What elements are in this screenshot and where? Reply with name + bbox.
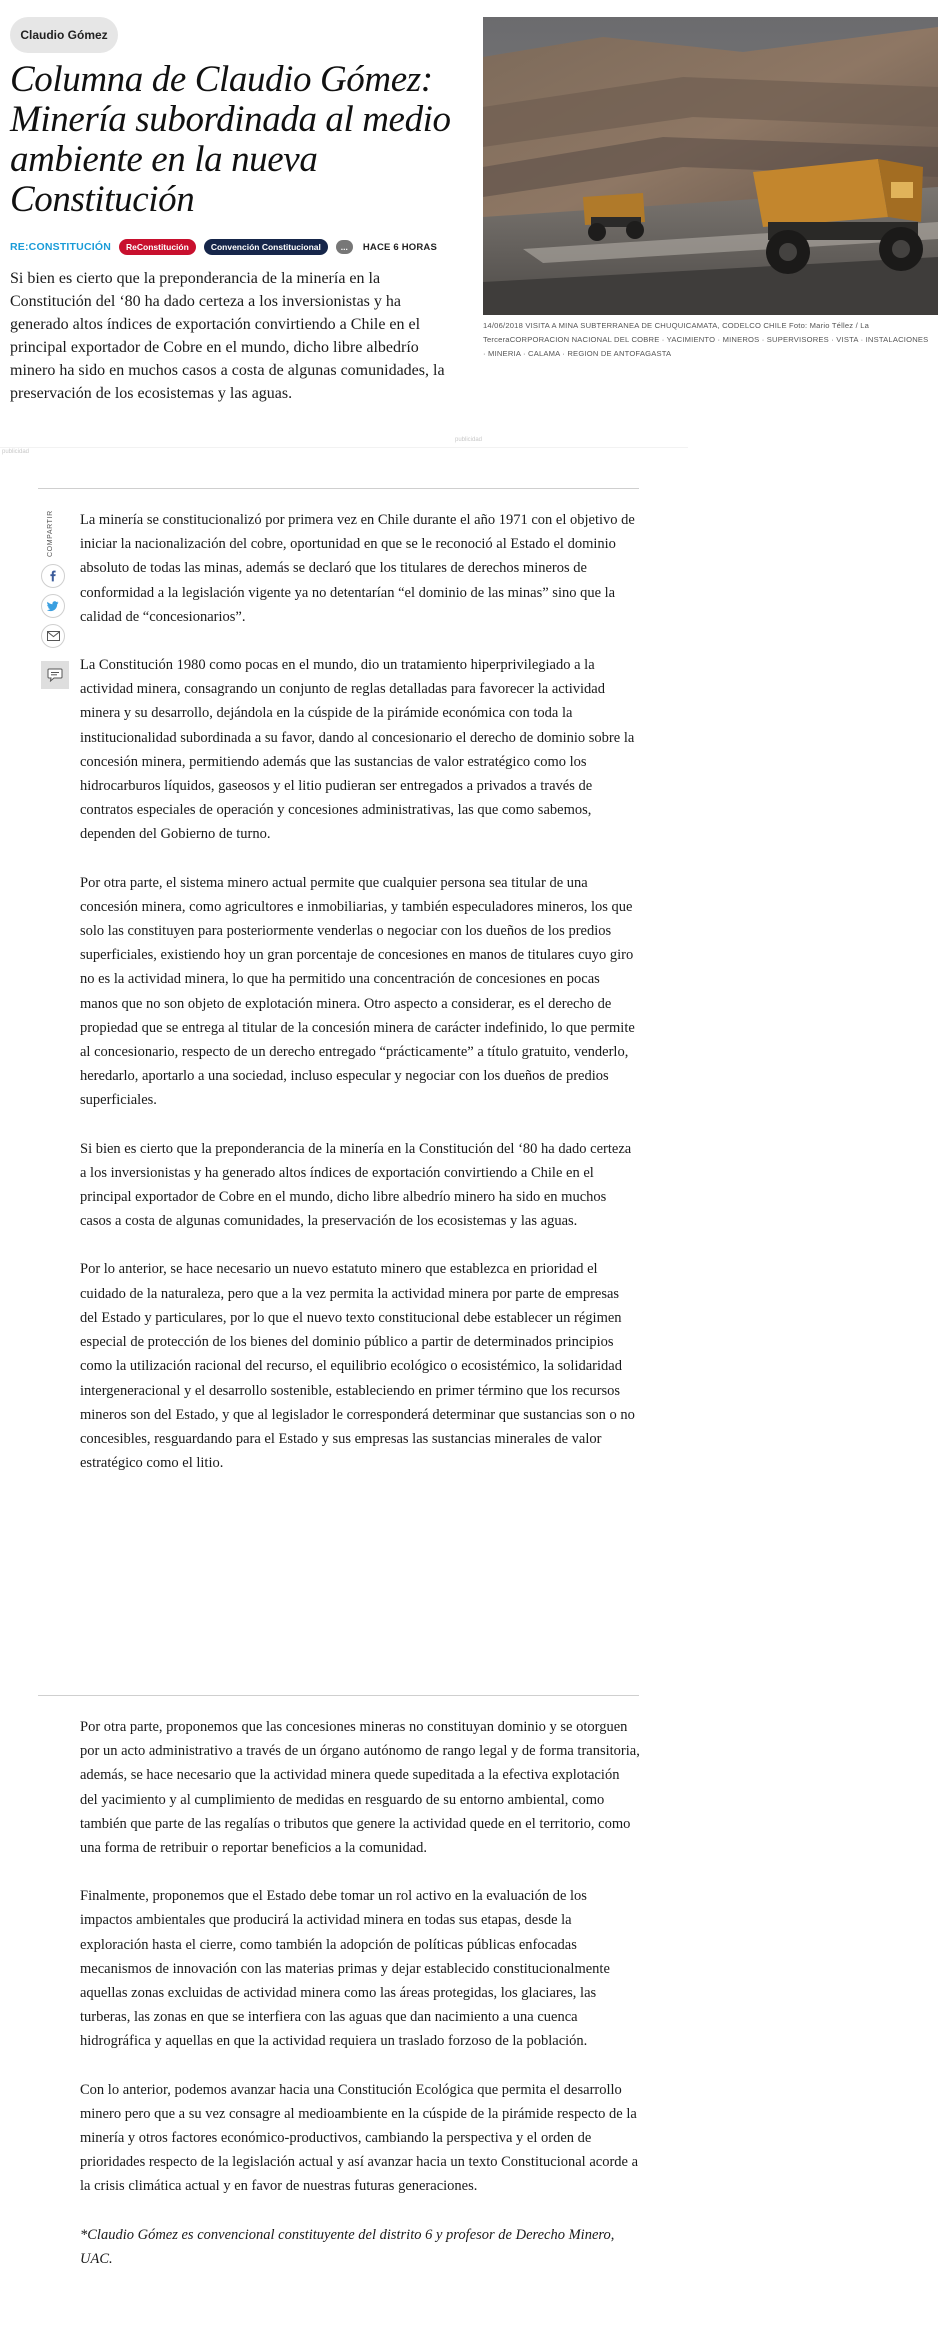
photo-caption: 14/06/2018 VISITA A MINA SUBTERRANEA DE CHUQUICAMATA, CODELCO CHILE Foto: Mario Téllez / La TerceraCORPORACION NACIONAL DEL COBRE · YACIMIENTO · MINEROS · SUPERVISORES · VISTA · INSTALACIONES · MINERIA · CALAMA · REGION DE ANTOFAGASTA	[483, 321, 929, 358]
comment-icon	[47, 668, 63, 682]
article-lead: Si bien es cierto que la preponderancia de la minería en la Constitución del ‘80 ha dado certeza a los inversionistas y ha generado altos índices de exportación convirtiendo a Chile en el principal exportador de Cobre en el mundo, dicho libre albedrío minero ha sido en muchos casos a costa de algunas comunidades, la preservación de los ecosistemas y las aguas.	[10, 270, 445, 402]
body-paragraph: La minería se constitucionalizó por primera vez en Chile durante el año 1971 con el objetivo de iniciar la nacionalización del cobre, oportunidad en que se le reconoció al Estado el dominio absoluto de todas las minas, además se declaró que los titulares de derechos mineros de conformidad a la legislación vigente ya no detentarían “el dominio de las minas” sino que la calidad de “concesionarios”.	[80, 512, 635, 625]
facebook-share-button[interactable]	[41, 564, 65, 588]
body-paragraph: Por lo anterior, se hace necesario un nuevo estatuto minero que establezca en prioridad el cuidado de la naturaleza, pero que a la vez permita la actividad minera por parte de empresas del Estado y particulares, por lo que el nuevo texto constitucional debe establecer un régimen especial de protección de los bienes del dominio público a partir de determinados principios como la utilización racional del recurso, el equilibrio ecológico o ecosistémico, la solidaridad intergeneracional y el desarrollo sostenible, estableciendo en primer término que los recursos mineros son del Estado, y que al legislador le corresponderá determinar que sustancias son o no concesibles, resguardando para el Estado y sus empresas las sustancias minerales de valor estratégico como el litio.	[80, 1261, 635, 1472]
author-signature: *Claudio Gómez es convencional constituyente del distrito 6 y profesor de Derecho Minero, UAC.	[80, 2226, 615, 2267]
tag-convencion-constitucional[interactable]: Convención Constitucional	[204, 239, 328, 255]
article-meta	[10, 238, 470, 256]
twitter-icon	[47, 600, 59, 612]
body-paragraph: Con lo anterior, podemos avanzar hacia una Constitución Ecológica que permita el desarrollo minero pero que a su vez consagre al medioambiente en la cúspide de la pirámide respecto de la minería y otros factores económico-productivos, cambiando la perspectiva y el orden de prioridades respecto de la legislación actual y así avanzar hacia un texto Constitucional acorde a la crisis climática actual y en favor de nuestras futuras generaciones.	[80, 2081, 639, 2195]
more-tags-button[interactable]: ...	[336, 240, 353, 254]
publish-time: HACE 6 HORAS	[362, 241, 438, 253]
mine-trucks-photo	[483, 17, 938, 315]
email-icon	[47, 631, 60, 641]
content-divider-top	[38, 488, 639, 489]
email-share-button[interactable]	[41, 624, 65, 648]
body-paragraph: Por otra parte, el sistema minero actual permite que cualquier persona sea titular de una concesión minera, como agricultores e inmobiliarias, y también especuladores mineros, los que solo las constituyen para posteriormente venderlas o negociar con los dueños de los predios superficiales, existiendo hoy un gran porcentaje de concesiones en manos de titulares cuyo giro no es la actividad minera, lo que ha permitido una concentración de concesiones en pocas manos que no son objeto de explotación minera. Otro aspecto a considerar, es el derecho de propiedad que se entrega al titular de la concesión minera de carácter indefinido, lo que permite al concesionario, respecto de un derecho entregado “prácticamente” a título gratuito, venderlo, heredarlo, aportarlo a una sociedad, incluso especular y negociar con los dueños de predios superficiales.	[80, 874, 635, 1109]
share-label: COMPARTIR	[47, 510, 54, 558]
ad-separator	[0, 447, 688, 448]
article-body-part2	[80, 1715, 640, 2295]
article-photo	[483, 17, 938, 315]
article-headline: Columna de Claudio Gómez: Minería subordinada al medio ambiente en la nueva Constitución	[10, 59, 451, 220]
body-paragraph: Finalmente, proponemos que el Estado debe tomar un rol activo en la evaluación de los impactos ambientales que producirá la actividad minera en todas sus etapas, desde la exploración hasta el cierre, como también la adopción de políticas públicas enfocadas mecanismos de innovación con las materias primas y dejar establecido constitucionalmente aquellas zonas excluidas de actividad minera como las áreas protegidas, los glaciares, las turberas, las zonas en que se interfiera con las aguas que dan nacimiento a una cuenca hidrográfica y aquellas en que la actividad requiera un traslado forzoso de la población.	[80, 1888, 610, 2050]
tag-reconstitucion[interactable]: ReConstitución	[119, 239, 196, 255]
article-body-part1	[80, 508, 640, 1499]
ad-label-secondary: publicidad	[2, 449, 30, 455]
body-paragraph: Por otra parte, proponemos que las concesiones mineras no constituyan dominio y se otorguen por un acto administrativo a través de un órgano autónomo de rango legal y de forma transitoria, además, se hace necesario que la actividad minera quede supeditada a la efectiva explotación del yacimiento y al cumplimiento de medidas en resguardo de su entorno ambiental, como también que parte de las regalías o tributos que genere la actividad quede en el territorio, como una forma de retribuir o reportar beneficios a la comunidad.	[80, 1719, 640, 1857]
content-divider-mid	[38, 1695, 639, 1696]
author-button[interactable]: Claudio Gómez	[10, 17, 118, 53]
body-paragraph: Si bien es cierto que la preponderancia de la minería en la Constitución del ‘80 ha dado certeza a los inversionistas y ha generado altos índices de exportación convirtiendo a Chile en el principal exportador de Cobre en el mundo, dicho libre albedrío minero ha sido en muchos casos a costa de algunas comunidades, la preservación de los ecosistemas y las aguas.	[80, 1140, 632, 1230]
facebook-icon	[47, 570, 59, 582]
twitter-share-button[interactable]	[41, 594, 65, 618]
section-link[interactable]: RE:CONSTITUCIÓN	[10, 241, 111, 253]
comments-button[interactable]	[41, 661, 69, 689]
body-paragraph: La Constitución 1980 como pocas en el mundo, dio un tratamiento hiperprivilegiado a la actividad minera, consagrando un conjunto de reglas detalladas para favorecer la actividad minera y su desarrollo, dejándola en la cúspide de la pirámide económica con toda la institucionalidad subordinada a su favor, dando al concesionario el derecho de dominio sobre la concesión minera, permitiendo además que las sustancias de valor estratégico como los hidrocarburos líquidos, gaseosos y el litio pudieran ser entregados a privados a través de contratos especiales de operación y concesiones administrativas, las que como sabemos, dependen del Gobierno de turno.	[80, 657, 635, 843]
ad-label: publicidad	[455, 437, 483, 443]
